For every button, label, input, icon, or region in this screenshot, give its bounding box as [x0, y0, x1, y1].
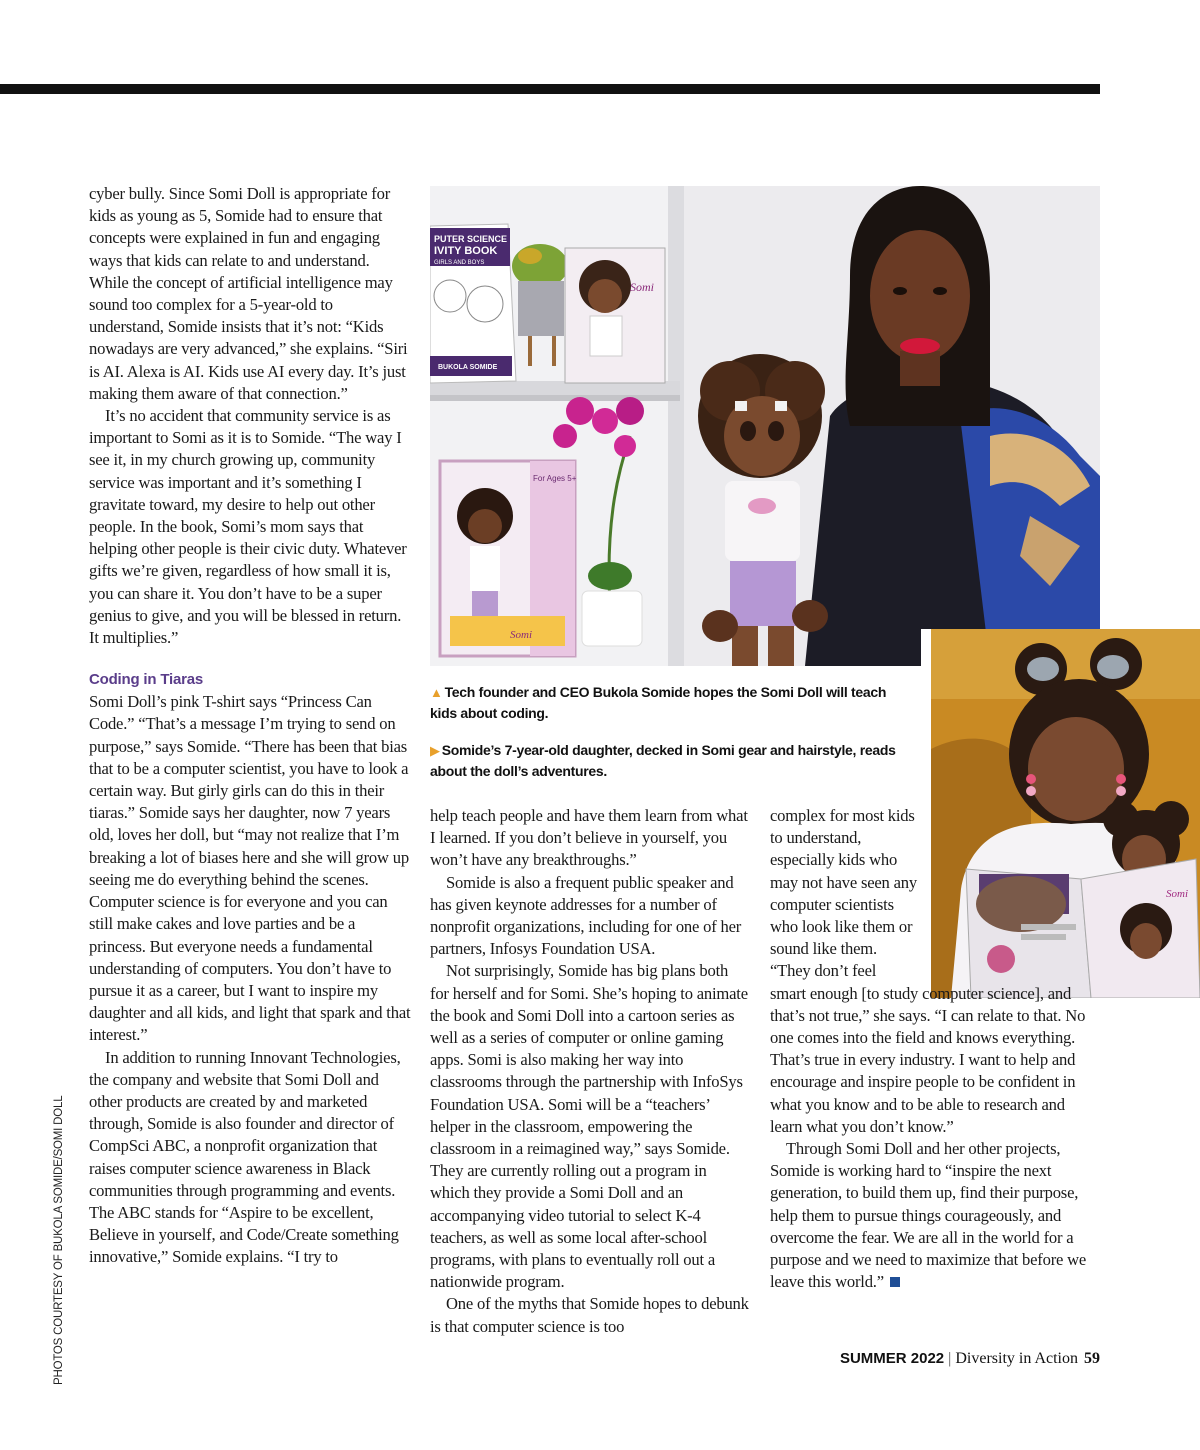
daughter-book-brand: Somi [1166, 888, 1188, 900]
doll-box-age: For Ages 5+ [533, 474, 577, 483]
caption-arrow-right-icon: ▶ [430, 743, 440, 758]
paragraph: Not surprisingly, Somide has big plans both for herself and for Somi. She’s hoping to animate the book and Somi Doll into a cartoon series as well as a series of computer or online gaming apps. Somi is also making her way into classrooms through the partnership with InfoSys Foundation USA. Somi will be a “teachers’ helper in the classroom, empowering the classroom in a reimagined way,” says Somide. They are currently rolling out a program in which they provide a Somi Doll and an accompanying video tutorial to select K-4 teachers, as well as some local after-school programs, with plans to eventually roll out a nationwide program. [430, 961, 748, 1292]
paragraph: smart enough [to study computer science], and that’s not true,” she says. “I can relate to that. No one comes into the field and knows everything. That’s true in every industry. I want to help and encourage and inspire people to be confident in what you know and to be able to research and learn what you don’t know.” [770, 983, 1086, 1136]
article-column-left [89, 183, 411, 1269]
page-number: 59 [1084, 1350, 1100, 1367]
photo-founder-with-doll [430, 186, 1100, 666]
paragraph: complex for most kids to understand, especially kids who may not have seen any computer scientists who look like them or sound like them. “They don’t feel [770, 806, 917, 981]
svg-text:IVITY BOOK: IVITY BOOK [434, 245, 498, 257]
activity-book-title: PUTER SCIENCE [434, 234, 508, 244]
caption-arrow-up-icon: ▲ [430, 685, 443, 700]
svg-text:GIRLS AND BOYS: GIRLS AND BOYS [434, 260, 485, 266]
page-footer [840, 1350, 1100, 1368]
paragraph: It’s no accident that community service is as important to Somi as it is to Somide. “The way I see it, in my church growing up, community service was important and it’s something I gravitate toward, my desire to help out other people. In the book, Somi’s mom says that helping other people is their civic duty. Whatever gifts we’re given, regardless of how small it is, you can share it. You don’t have to be a super genius to give, and you will be blessed in return. It multiplies.” [89, 406, 407, 648]
paragraph: One of the myths that Somide hopes to debunk is that computer science is too [430, 1294, 749, 1336]
article-column-right [770, 805, 1092, 1293]
doll-box-brand: Somi [510, 629, 532, 641]
section-subhead: Coding in Tiaras [89, 671, 204, 689]
paragraph: cyber bully. Since Somi Doll is appropriate for kids as young as 5, Somide had to ensure that concepts were explained in fun and engaging ways that kids can relate to and understand. While the concept of artificial intelligence may sound too complex for a 5-year-old to understand, Somide insists that it’s not: “Kids nowadays are very advanced,” she explains. “Siri is AI. Alexa is AI. Kids use AI every day. It’s just making them aware of that connection.” [89, 184, 408, 403]
paragraph-final: Through Somi Doll and her other projects, Somide is working hard to “inspire the next generation, to build them up, find their purpose, help them to pursue things courageously, and overcome the fear. We are all in the world for a purpose and we need to maximize that before we leave this world.” [770, 1139, 1087, 1292]
paragraph: In addition to running Innovant Technologies, the company and website that Somi Doll and other products are created by and marketed through, Somide is also founder and director of CompSci ABC, a nonprofit organization that raises computer science awareness in Black communities through programming and events. The ABC stands for “Aspire to be excellent, Believe in yourself, and Code/Create something innovative,” Somide explains. “I try to [89, 1047, 401, 1267]
paragraph: Somi Doll’s pink T-shirt says “Princess Can Code.” “That’s a message I’m trying to send on purpose,” says Somide. “There has been that bias that to be a computer scientist, you have to look a certain way. But girly girls can do this in their tiaras.” Somide says her daughter, now 7 years old, loves her doll, but “may not realize that I’m breaking a lot of biases here and she will grow up seeing me do everything behind the scenes. Computer science is for everyone and you can still make cakes and love parties and be a princess. But everyone needs a fundamental understanding of computers. You don’t have to pursue it as a career, but I want to inspire my daughter and all kids, and light that spark and that interest.” [89, 692, 411, 1045]
photo-credit: PHOTOS COURTESY OF BUKOLA SOMIDE/SOMI DOLL [53, 1095, 65, 1385]
magazine-name: Diversity in Action [955, 1350, 1078, 1367]
svg-text:BUKOLA SOMIDE: BUKOLA SOMIDE [438, 364, 498, 371]
article-column-middle [430, 805, 750, 1338]
photo-caption-2: ▶ Somide’s 7-year-old daughter, decked in Somi gear and hairstyle, reads about the doll’s adventures. [430, 742, 896, 779]
paragraph: help teach people and have them learn from what I learned. If you don’t believe in yourself, you won’t have any breakthroughs.” [430, 806, 748, 870]
top-rule [0, 84, 1100, 94]
paragraph: Somide is also a frequent public speaker and has given keynote addresses for a number of nonprofit organizations, including for one of her partners, Infosys Foundation USA. [430, 872, 742, 959]
end-of-article-icon [890, 1277, 900, 1287]
issue-season: SUMMER 2022 [839, 1350, 945, 1367]
photo-caption-1: ▲ Tech founder and CEO Bukola Somide hopes the Somi Doll will teach kids about coding. [430, 684, 887, 721]
svg-text:Somi: Somi [630, 280, 654, 294]
footer-separator: | [948, 1350, 952, 1367]
